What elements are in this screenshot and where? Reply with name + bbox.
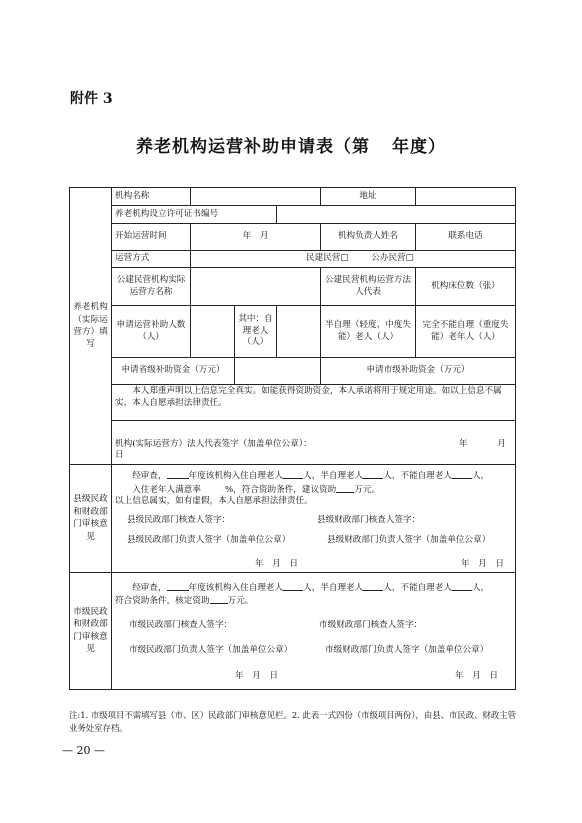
footnote: 注:1. 市级项目不需填写县（市、区）民政部门审核意见栏。2. 此表一式四份（市级项目两份），由县、市民政、财政主管业务处室存档。 <box>69 710 517 734</box>
label-phone: 联系电话 <box>416 224 516 251</box>
city-review-cell <box>112 572 516 689</box>
city-review-text: 经审查， 年度该机构入住自理老人 人，半自理老人 人，不能自理老人 人， <box>132 582 490 593</box>
county-self-care-blank[interactable] <box>283 469 303 479</box>
row-mode <box>70 251 516 268</box>
form-title <box>0 132 582 157</box>
row-declaration <box>70 385 516 421</box>
field-license-number[interactable] <box>277 206 516 224</box>
field-applied-count[interactable] <box>191 306 235 358</box>
county-review-text: 经审查， 年度该机构入住自理老人 人，半自理老人 人，不能自理老人 人， <box>132 471 490 481</box>
city-disabled-blank[interactable] <box>452 581 472 591</box>
county-finance-reviewer-label: 县级财政部门核查人签字： <box>317 514 421 525</box>
row-funds <box>70 358 516 385</box>
label-self-care-count: 其中：自理老人（人） <box>235 306 277 358</box>
field-self-care-count[interactable] <box>277 306 321 358</box>
label-start-time: 开始运营时间 <box>112 224 191 251</box>
city-finance-reviewer-label: 市级财政部门核查人签字： <box>319 619 423 630</box>
representative-signature-line <box>115 439 512 451</box>
section-institution: 养老机构（实际运营方）填写 <box>70 188 112 465</box>
section-city: 市级民政和财政部门审核意见 <box>70 572 112 689</box>
county-civil-reviewer-label: 县级民政部门核查人签字： <box>127 514 231 525</box>
city-finance-date: 年 月 日 <box>455 670 499 681</box>
county-civil-date: 年 月 日 <box>255 558 298 569</box>
declaration-text: 本人郑重声明以上信息完全真实。如能获得资助资金，本人承诺将用于规定用途。如以上信息不属实，本人自愿承担法律责任。 <box>115 386 502 408</box>
section-county: 县级民政和财政部门审核意见 <box>70 465 112 573</box>
label-actual-operator-name: 公建民营机构实际运营方名称 <box>112 268 191 306</box>
signature-date-day: 日 <box>115 450 124 461</box>
row-start <box>70 224 516 251</box>
field-address[interactable] <box>416 188 516 206</box>
city-civil-date: 年 月 日 <box>235 670 278 681</box>
county-civil-head-label: 县级民政部门负责人签字（加盖单位公章） <box>127 535 291 546</box>
label-institution-name: 机构名称 <box>112 188 191 206</box>
city-review-text-2: 符合资助条件，核定资助 万元。 <box>115 596 254 607</box>
checkbox-private-built[interactable]: 民建民营□ <box>306 253 349 264</box>
city-year-blank[interactable] <box>167 581 189 591</box>
attachment-label: 附件 3 <box>70 91 113 107</box>
representative-signature-label: 机构(实际运营方）法人代表签字（加盖单位公章）： <box>115 438 312 449</box>
city-dates <box>115 671 512 683</box>
signature-date-year-month: 年 月 <box>458 438 507 449</box>
declaration-text-cell <box>112 385 516 421</box>
city-amount-blank[interactable] <box>210 594 228 604</box>
row-signature <box>70 421 516 465</box>
city-finance-head-label: 市级财政部门负责人签字（加盖单位公章） <box>325 645 489 656</box>
county-semi-blank[interactable] <box>363 469 383 479</box>
row-city-review <box>70 572 516 689</box>
field-actual-operator-name[interactable] <box>191 268 321 306</box>
city-civil-head-label: 市级民政部门负责人签字（加盖单位公章） <box>129 645 293 656</box>
city-semi-blank[interactable] <box>363 581 383 591</box>
county-review-text-2: 入住老年人满意率 %，符合资助条件，建议资助 万元。 <box>132 484 381 495</box>
label-city-funds: 申请市级补助资金（万元） <box>321 358 516 385</box>
label-applied-count: 申请运营补助人数（人） <box>112 306 191 358</box>
city-self-care-blank[interactable] <box>283 581 303 591</box>
form-title-left: 养老机构运营补助申请表（第 <box>136 137 370 157</box>
label-address: 地址 <box>321 188 416 206</box>
county-amount-blank[interactable] <box>336 483 354 493</box>
row-counts <box>70 306 516 358</box>
county-year-blank[interactable] <box>167 469 189 479</box>
field-operation-mode <box>191 251 516 268</box>
label-leader-name: 机构负责人姓名 <box>321 224 416 251</box>
label-operator-representative: 公建民营机构运营方法人代表 <box>321 268 416 306</box>
signature-cell <box>112 421 516 465</box>
city-civil-reviewer-label: 市级民政部门核查人签字： <box>129 619 233 630</box>
form-title-right: 年度） <box>392 137 446 157</box>
label-license-number: 养老机构设立许可证书编号 <box>112 206 277 224</box>
label-operation-mode: 运营方式 <box>112 251 191 268</box>
row-operator <box>70 268 516 306</box>
county-heads <box>115 535 512 547</box>
field-institution-name[interactable] <box>191 188 321 206</box>
row-county-review <box>70 465 516 573</box>
county-disabled-blank[interactable] <box>452 469 472 479</box>
field-provincial-funds[interactable] <box>235 358 321 385</box>
page-number: — 20 — <box>62 744 105 757</box>
row-name <box>70 188 516 206</box>
application-form-table <box>69 187 516 690</box>
county-finance-head-label: 县级财政部门负责人签字（加盖单位公章） <box>327 535 491 546</box>
city-reviewers <box>115 620 512 632</box>
label-bed-count: 机构床位数（张） <box>416 268 516 306</box>
row-license <box>70 206 516 224</box>
label-semi-self-care-count: 半自理（轻度、中度失能）老人（人） <box>321 306 416 358</box>
checkbox-public-built-private-run[interactable]: 公办民营□ <box>371 253 414 264</box>
county-dates <box>115 559 512 571</box>
county-reviewers <box>115 515 512 527</box>
county-review-cell <box>112 465 516 573</box>
city-heads <box>115 645 512 657</box>
county-truth-statement: 以上信息属实，如有虚假，本人自愿承担法律责任。 <box>115 496 313 507</box>
label-provincial-funds: 申请省级补助资金（万元） <box>112 358 235 385</box>
label-disabled-count: 完全不能自理（重度失能）老年人（人） <box>416 306 516 358</box>
field-start-time[interactable]: 年 月 <box>191 224 321 251</box>
county-finance-date: 年 月 日 <box>461 558 505 569</box>
